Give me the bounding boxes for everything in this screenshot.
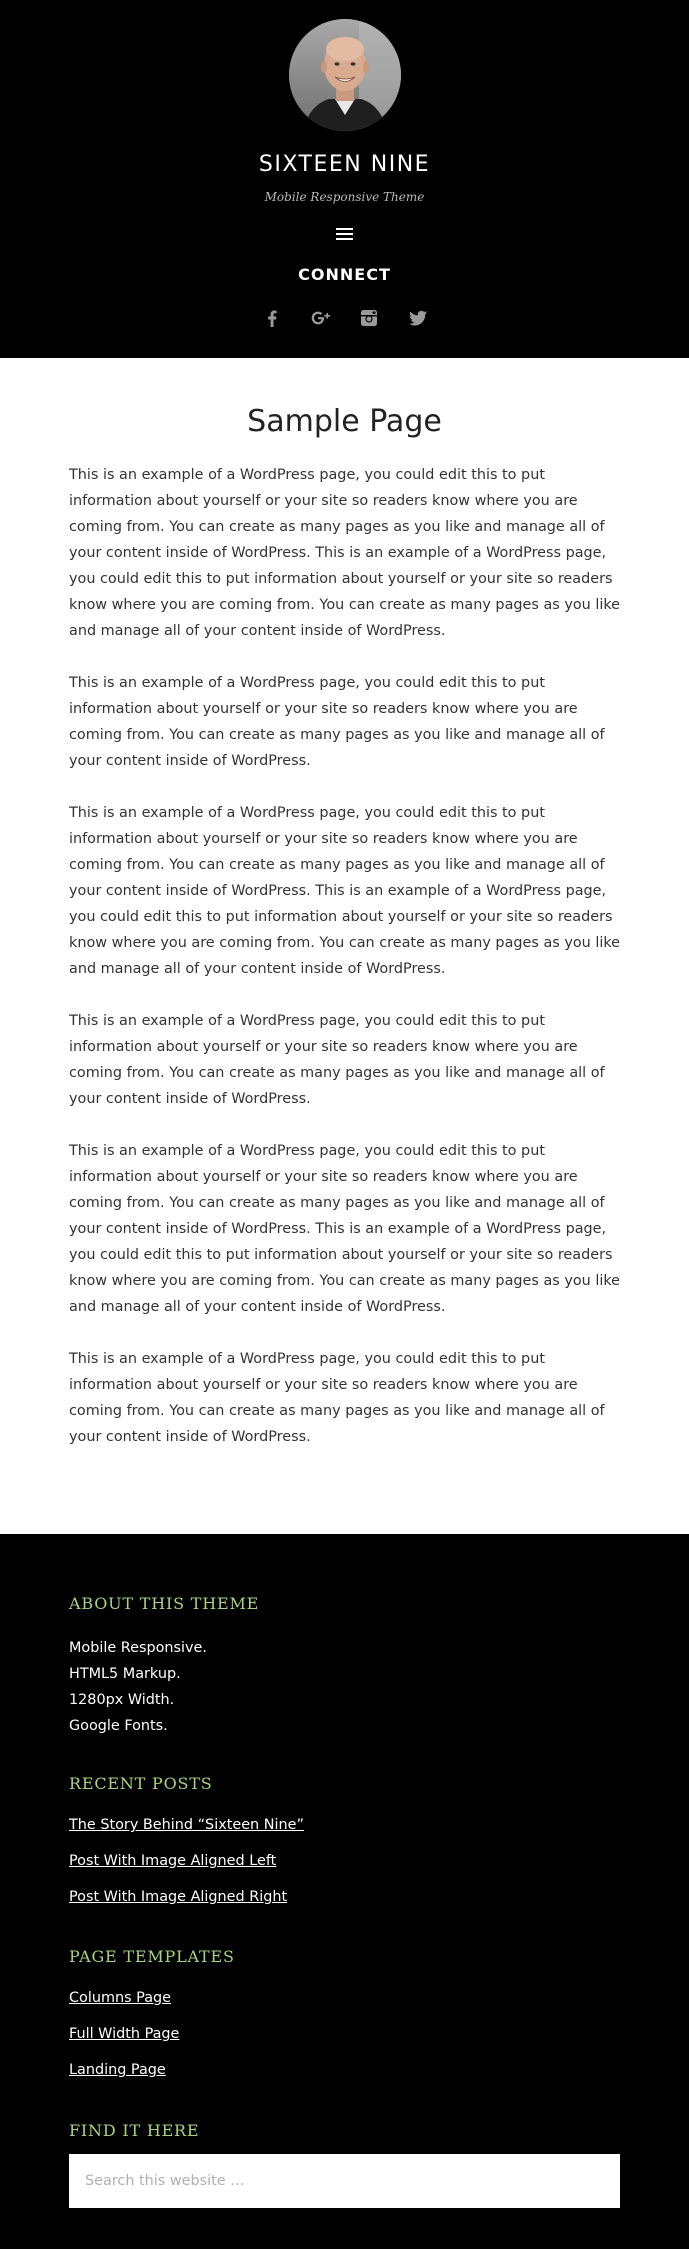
site-description: Mobile Responsive Theme	[264, 190, 425, 204]
widget-title-recent-posts: RECENT POSTS	[69, 1774, 213, 1793]
footer-widgets	[0, 1534, 689, 2249]
widget-title-page-templates: PAGE TEMPLATES	[69, 1947, 235, 1966]
site-header	[0, 0, 689, 358]
list-item	[69, 1850, 304, 1886]
about-line: Mobile Responsive.	[69, 1640, 207, 1656]
social-links	[260, 306, 430, 330]
page-template-link[interactable]: Full Width Page	[69, 2026, 180, 2042]
page-template-link[interactable]: Landing Page	[69, 2062, 166, 2078]
hamburger-menu-icon[interactable]	[336, 228, 353, 242]
content-paragraph: This is an example of a WordPress page, you could edit this to put information about yourself or your site so readers know where you are coming from. You can create as many pages as you like and manage all of your content inside of WordPress. This is an example of a WordPress page, you could edit this to put information about yourself or your site so readers know where you are coming from. You can create as many pages as you like and manage all of your content inside of WordPress.	[69, 467, 621, 639]
widget-title-find: FIND IT HERE	[69, 2121, 200, 2140]
recent-post-link[interactable]: Post With Image Aligned Right	[69, 1889, 288, 1905]
content-paragraph: This is an example of a WordPress page, you could edit this to put information about yourself or your site so readers know where you are coming from. You can create as many pages as you like and manage all of your content inside of WordPress. This is an example of a WordPress page, you could edit this to put information about yourself or your site so readers know where you are coming from. You can create as many pages as you like and manage all of your content inside of WordPress.	[69, 805, 621, 977]
about-line: 1280px Width.	[69, 1692, 175, 1708]
google-plus-icon[interactable]	[309, 306, 333, 330]
content-paragraph: This is an example of a WordPress page, you could edit this to put information about yourself or your site so readers know where you are coming from. You can create as many pages as you like and manage all of your content inside of WordPress.	[69, 1351, 605, 1445]
avatar[interactable]	[289, 19, 401, 131]
page-title: Sample Page	[247, 404, 442, 439]
recent-post-link[interactable]: Post With Image Aligned Left	[69, 1853, 277, 1869]
facebook-icon[interactable]	[260, 306, 284, 330]
about-line: Google Fonts.	[69, 1718, 168, 1734]
list-item	[69, 2023, 179, 2059]
twitter-icon[interactable]	[406, 306, 430, 330]
site-title[interactable]: SIXTEEN NINE	[258, 152, 431, 177]
search-input[interactable]	[69, 2154, 620, 2208]
page-template-link[interactable]: Columns Page	[69, 1990, 172, 2006]
entry-content	[69, 462, 621, 1476]
content-paragraph: This is an example of a WordPress page, you could edit this to put information about yourself or your site so readers know where you are coming from. You can create as many pages as you like and manage all of your content inside of WordPress.	[69, 675, 605, 769]
list-item	[69, 1886, 304, 1922]
main-content	[0, 358, 689, 1534]
widget-title-about: ABOUT THIS THEME	[69, 1594, 260, 1613]
search-form	[69, 2154, 620, 2208]
connect-title: CONNECT	[298, 265, 391, 284]
recent-post-link[interactable]: The Story Behind “Sixteen Nine”	[69, 1817, 304, 1833]
about-line: HTML5 Markup.	[69, 1666, 181, 1682]
page-templates-list	[69, 1987, 179, 2095]
content-paragraph: This is an example of a WordPress page, you could edit this to put information about yourself or your site so readers know where you are coming from. You can create as many pages as you like and manage all of your content inside of WordPress.	[69, 1013, 605, 1107]
list-item	[69, 1987, 179, 2023]
content-paragraph: This is an example of a WordPress page, you could edit this to put information about yourself or your site so readers know where you are coming from. You can create as many pages as you like and manage all of your content inside of WordPress. This is an example of a WordPress page, you could edit this to put information about yourself or your site so readers know where you are coming from. You can create as many pages as you like and manage all of your content inside of WordPress.	[69, 1143, 621, 1315]
list-item	[69, 2059, 179, 2095]
list-item	[69, 1814, 304, 1850]
recent-posts-list	[69, 1814, 304, 1922]
instagram-icon[interactable]	[357, 306, 381, 330]
about-theme-text	[69, 1635, 207, 1739]
